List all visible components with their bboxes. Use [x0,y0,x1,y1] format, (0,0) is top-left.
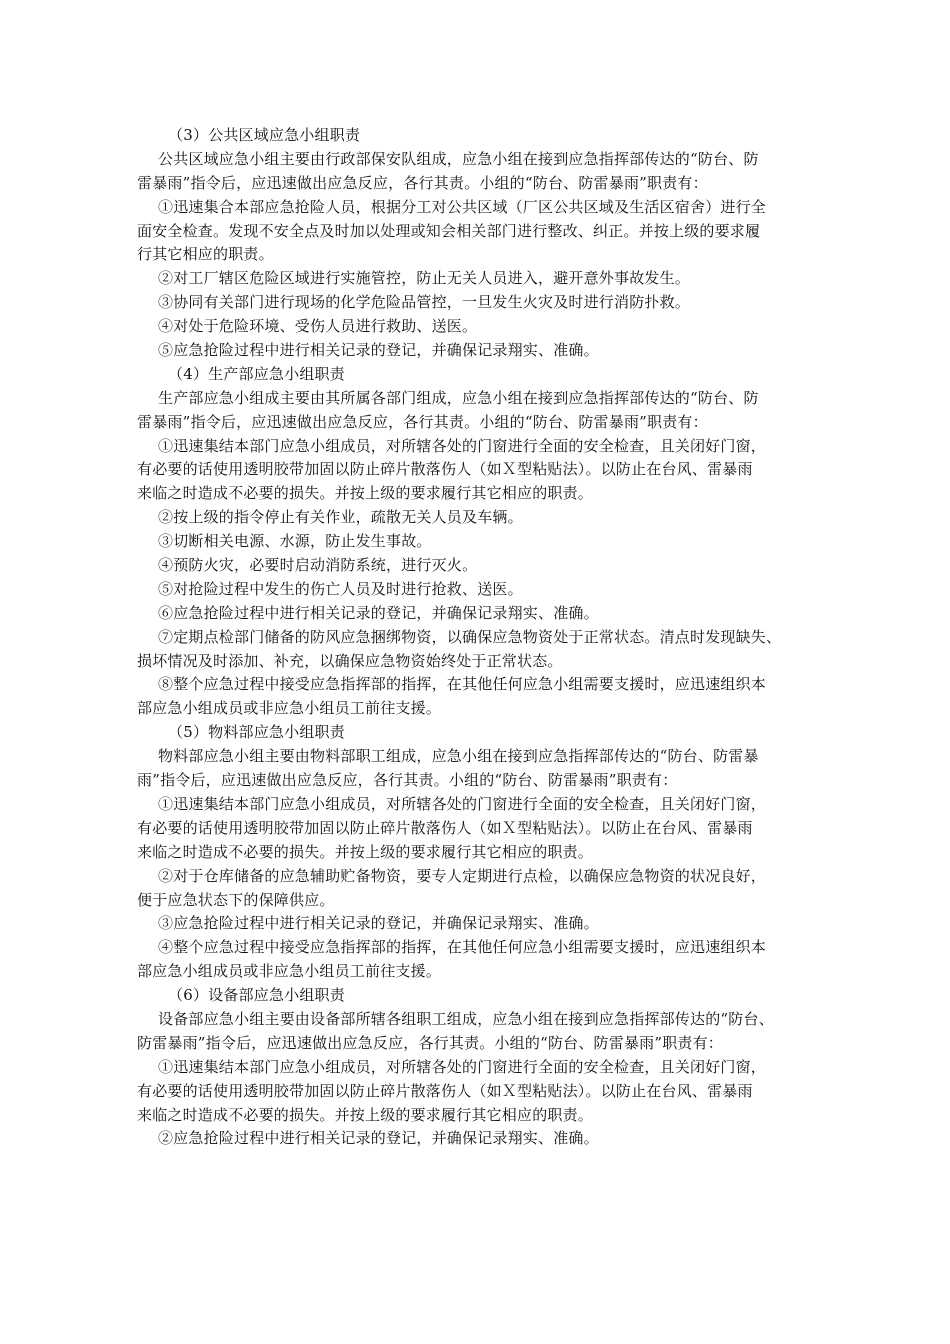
section-heading: （3）公共区域应急小组职责 [168,126,361,144]
section [137,984,823,1151]
paragraph [137,793,823,865]
paragraph [137,291,823,315]
text-line: ①迅速集结本部门应急小组成员，对所辖各处的门窗进行全面的安全检查，且关闭好门窗， [158,794,767,813]
text-line: ②应急抢险过程中进行相关记录的登记，并确保记录翔实、准确。 [158,1129,599,1148]
section-heading: （4）生产部应急小组职责 [168,364,345,383]
paragraph [137,865,823,913]
text-line: ③协同有关部门进行现场的化学危险品管控，一旦发生火灾及时进行消防扑救。 [158,293,691,312]
text-line: ①迅速集合本部应急抢险人员，根据分工对公共区域（厂区公共区域及生活区宿舍）进行全 [158,197,767,216]
text-line: 来临之时造成不必要的损失。并按上级的要求履行其它相应的职责。 [137,1105,594,1124]
text-line: 设备部应急小组主要由设备部所辖各组职工组成，应急小组在接到应急指挥部传达的“防台、 [158,1009,774,1028]
text-line: ②对工厂辖区危险区域进行实施管控，防止无关人员进入，避开意外事故发生。 [158,269,691,288]
text-line: 有必要的话使用透明胶带加固以防止碎片散落伤人（如Ｘ型粘贴法）。以防止在台风、雷暴雨 [137,460,753,479]
paragraph [137,435,823,507]
paragraph [137,1127,823,1151]
text-line: ①迅速集结本部门应急小组成员，对所辖各处的门窗进行全面的安全检查，且关闭好门窗， [158,1057,767,1076]
text-line: 部应急小组成员或非应急小组员工前往支援。 [137,699,442,718]
paragraph [137,387,823,435]
text-line: 来临之时造成不必要的损失。并按上级的要求履行其它相应的职责。 [137,842,594,861]
text-line: 面安全检查。发现不安全点及时加以处理或知会相关部门进行整改、纠正。并按上级的要求履 [137,221,761,240]
paragraph [137,578,823,602]
text-line: 雷暴雨”指令后，应迅速做出应急反应，各行其责。小组的“防台、防雷暴雨”职责有： [137,412,708,431]
paragraph [137,626,823,674]
text-line: ⑧整个应急过程中接受应急指挥部的指挥，在其他任何应急小组需要支援时，应迅速组织本 [158,675,767,694]
text-line: ③应急抢险过程中进行相关记录的登记，并确保记录翔实、准确。 [158,914,599,933]
paragraph [137,554,823,578]
paragraph [137,602,823,626]
text-line: 便于应急状态下的保障供应。 [137,890,335,909]
paragraph [137,506,823,530]
text-line: ①迅速集结本部门应急小组成员，对所辖各处的门窗进行全面的安全检查，且关闭好门窗， [158,436,767,455]
text-line: 有必要的话使用透明胶带加固以防止碎片散落伤人（如Ｘ型粘贴法）。以防止在台风、雷暴雨 [137,1081,753,1100]
paragraph [137,196,823,268]
text-line: 雷暴雨”指令后，应迅速做出应急反应，各行其责。小组的“防台、防雷暴雨”职责有： [137,173,708,192]
text-line: ④预防火灾，必要时启动消防系统，进行灭火。 [158,556,478,575]
text-line: 来临之时造成不必要的损失。并按上级的要求履行其它相应的职责。 [137,484,594,503]
text-line: ③切断相关电源、水源，防止发生事故。 [158,532,432,551]
paragraph [137,912,823,936]
paragraph [137,1008,823,1056]
paragraph [137,339,823,363]
text-line: 公共区域应急小组主要由行政部保安队组成，应急小组在接到应急指挥部传达的“防台、防 [158,149,759,168]
paragraph [137,1056,823,1128]
text-line: 雨”指令后，应迅速做出应急反应，各行其责。小组的“防台、防雷暴雨”职责有： [137,771,678,790]
text-line: 部应急小组成员或非应急小组员工前往支援。 [137,962,442,981]
text-line: ④整个应急过程中接受应急指挥部的指挥，在其他任何应急小组需要支援时，应迅速组织本 [158,938,767,957]
text-line: 损坏情况及时添加、补充，以确保应急物资始终处于正常状态。 [137,651,563,670]
paragraph [137,315,823,339]
text-line: ②对于仓库储备的应急辅助贮备物资，要专人定期进行点检，以确保应急物资的状况良好， [158,866,767,885]
text-line: ④对处于危险环境、受伤人员进行救助、送医。 [158,317,478,336]
section-heading: （6）设备部应急小组职责 [168,986,345,1005]
paragraph [137,148,823,196]
section [137,363,823,721]
paragraph [137,745,823,793]
text-line: 行其它相应的职责。 [137,245,274,264]
document-body [137,124,823,1151]
text-line: 防雷暴雨”指令后，应迅速做出应急反应，各行其责。小组的“防台、防雷暴雨”职责有： [137,1033,724,1052]
text-line: ⑥应急抢险过程中进行相关记录的登记，并确保记录翔实、准确。 [158,603,599,622]
section [137,721,823,984]
text-line: ②按上级的指令停止有关作业，疏散无关人员及车辆。 [158,508,523,527]
text-line: ⑦定期点检部门储备的防风应急捆绑物资，以确保应急物资处于正常状态。清点时发现缺失、 [158,627,782,646]
section-heading: （5）物料部应急小组职责 [168,723,345,742]
paragraph [137,936,823,984]
text-line: 有必要的话使用透明胶带加固以防止碎片散落伤人（如Ｘ型粘贴法）。以防止在台风、雷暴雨 [137,818,753,837]
paragraph [137,530,823,554]
text-line: 物料部应急小组主要由物料部职工组成，应急小组在接到应急指挥部传达的“防台、防雷暴 [158,747,759,766]
text-line: 生产部应急小组成主要由其所属各部门组成，应急小组在接到应急指挥部传达的“防台、防 [158,388,759,407]
text-line: ⑤对抢险过程中发生的伤亡人员及时进行抢救、送医。 [158,579,523,598]
text-line: ⑤应急抢险过程中进行相关记录的登记，并确保记录翔实、准确。 [158,341,599,360]
paragraph [137,267,823,291]
section [137,124,823,363]
paragraph [137,673,823,721]
